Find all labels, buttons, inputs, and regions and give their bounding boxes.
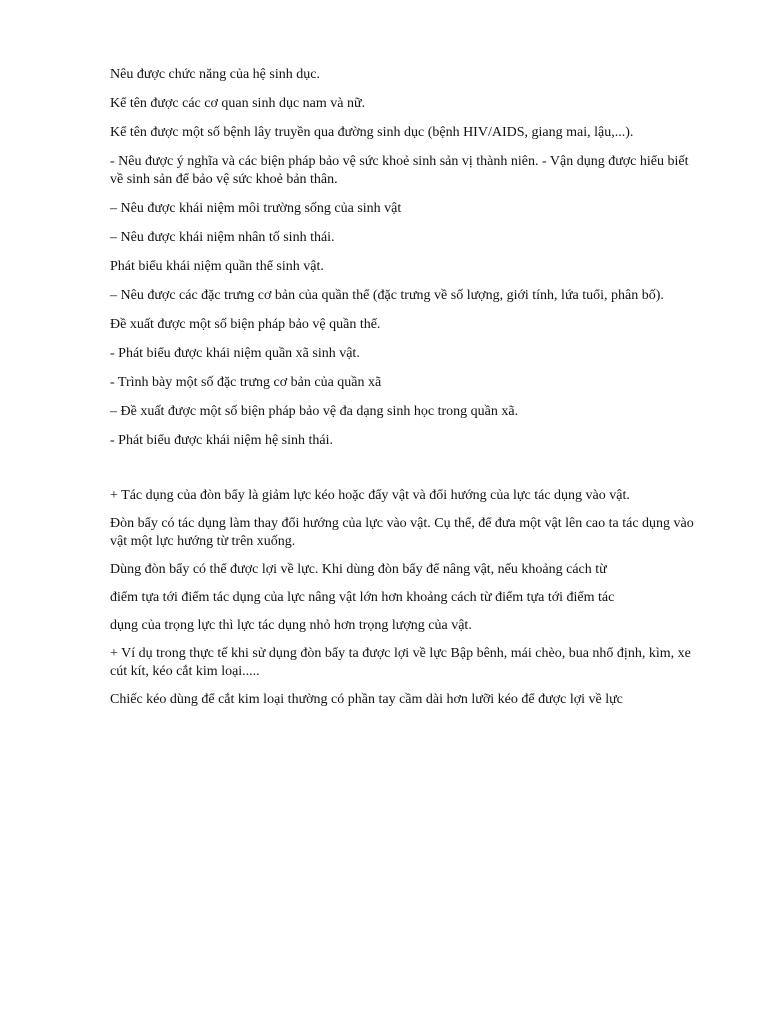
paragraph: Kể tên được các cơ quan sinh dục nam và nữ.	[110, 96, 366, 111]
document-content	[110, 66, 700, 719]
paragraph: Chiếc kéo dùng để cắt kim loại thường có phần tay cầm dài hơn lưỡi kéo để được lợi về lực	[110, 692, 623, 707]
paragraph: – Nêu được các đặc trưng cơ bản của quần thể (đặc trưng về số lượng, giới tính, lứa tuổi, phân bố).	[110, 288, 664, 303]
paragraph: - Trình bày một số đặc trưng cơ bản của quần xã	[110, 375, 382, 390]
section-gap	[110, 461, 700, 487]
paragraph: Dùng đòn bẩy có thể được lợi về lực. Khi dùng đòn bẩy để nâng vật, nếu khoảng cách từ	[110, 562, 607, 577]
paragraph: Phát biểu khái niệm quần thể sinh vật.	[110, 259, 324, 274]
paragraph: – Nêu được khái niệm môi trường sống của sinh vật	[110, 201, 402, 216]
paragraph: Đòn bẩy có tác dụng làm thay đổi hướng của lực vào vật. Cụ thể, để đưa một vật lên cao ta tác dụng vào vật một lực hướng từ trên xuống.	[110, 516, 694, 549]
paragraph: + Ví dụ trong thực tế khi sử dụng đòn bẩy ta được lợi về lực Bập bênh, mái chèo, bua nhổ định, kìm, xe cút kít, kéo cắt kim loại.....	[110, 646, 691, 679]
paragraph: điểm tựa tới điểm tác dụng của lực nâng vật lớn hơn khoảng cách từ điểm tựa tới điểm tác	[110, 590, 615, 605]
paragraph: - Nêu được ý nghĩa và các biện pháp bảo vệ sức khoẻ sinh sản vị thành niên. - Vận dụng được hiểu biết về sinh sản để bảo vệ sức khoẻ bản thân.	[110, 154, 689, 187]
paragraph: - Phát biểu được khái niệm hệ sinh thái.	[110, 433, 334, 448]
paragraph: Đề xuất được một số biện pháp bảo vệ quần thể.	[110, 317, 381, 332]
paragraph: - Phát biểu được khái niệm quần xã sinh vật.	[110, 346, 360, 361]
paragraph: dụng của trọng lực thì lực tác dụng nhỏ hơn trọng lượng của vật.	[110, 618, 472, 633]
paragraph: – Nêu được khái niệm nhân tố sinh thái.	[110, 230, 335, 245]
paragraph: + Tác dụng của đòn bẩy là giảm lực kéo hoặc đẩy vật và đổi hướng của lực tác dụng vào vật.	[110, 488, 630, 503]
paragraph: Nêu được chức năng của hệ sinh dục.	[110, 67, 320, 82]
paragraph: – Đề xuất được một số biện pháp bảo vệ đa dạng sinh học trong quần xã.	[110, 404, 519, 419]
paragraph: Kể tên được một số bệnh lây truyền qua đường sinh dục (bệnh HIV/AIDS, giang mai, lậu,...).	[110, 125, 634, 140]
